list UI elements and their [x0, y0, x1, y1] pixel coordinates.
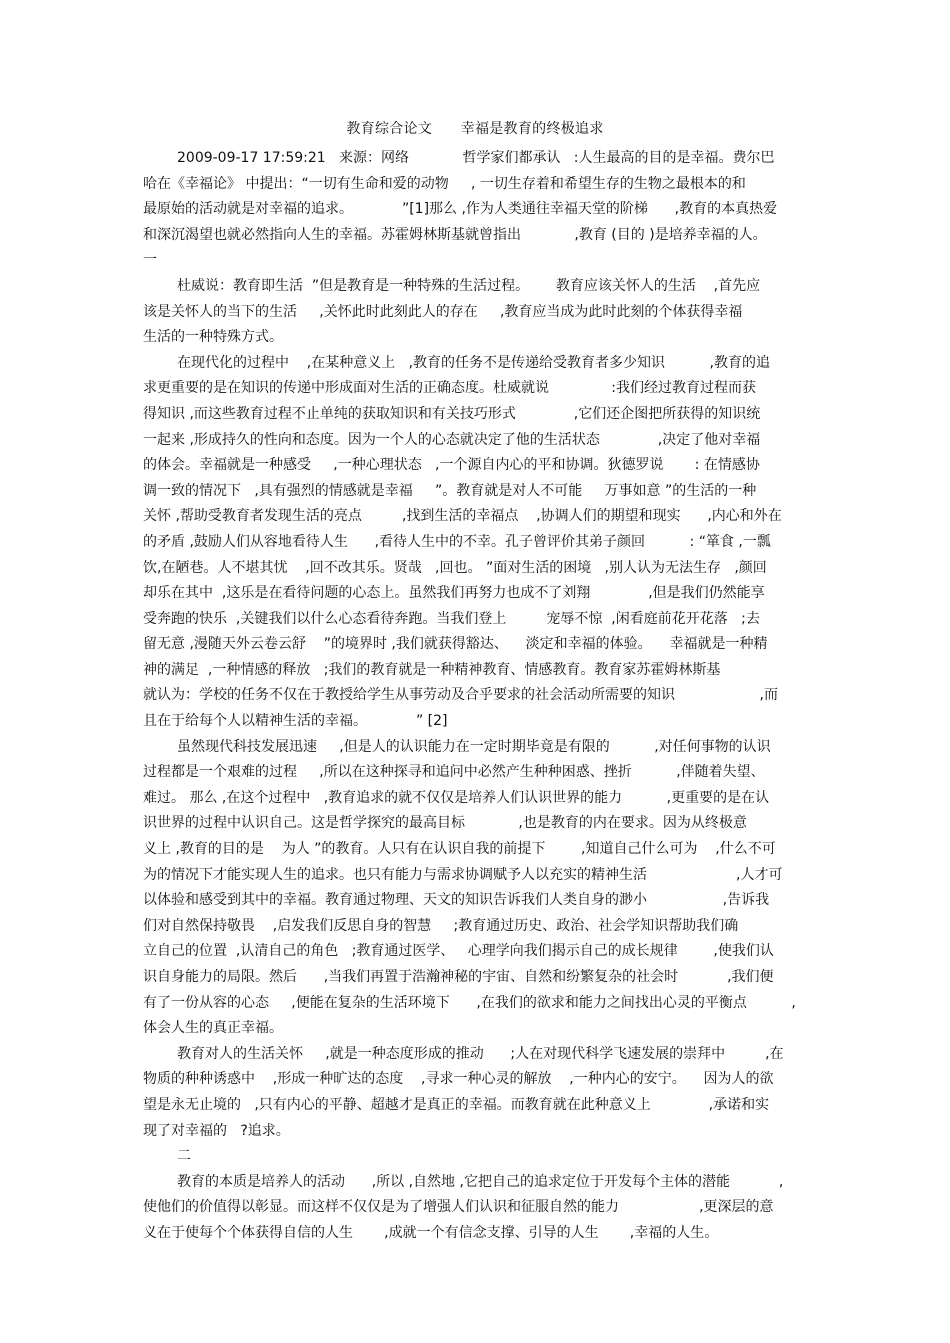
paragraph-line: 使他们的价值得以彰显。而这样不仅仅是为了增强人们认识和征服自然的能力 ,更深层的意 [143, 1199, 774, 1216]
paragraph-line: 识世界的过程中认识自己。这是哲学探究的最高目标 ,也是教育的内在要求。因为从终极意 [143, 815, 747, 832]
paragraph-line: 就认为：学校的任务不仅在于教授给学生从事劳动及合乎要求的社会活动所需要的知识 ,而 [143, 687, 779, 704]
paragraph-first-line: 教育对人的生活关怀 ,就是一种态度形成的推动 ;人在对现代科学飞速发展的崇拜中 ,在 [177, 1045, 784, 1062]
paragraph-line: 义在于使每个个体获得自信的人生 ,成就一个有信念支撑、引导的人生 ,幸福的人生。 [143, 1224, 719, 1241]
paragraph-line: 关怀 ,帮助受教育者发现生活的亮点 ,找到生活的幸福点 ,协调人们的期望和现实 ,内心和外在 [143, 508, 782, 525]
paragraph-line: 的矛盾 ,鼓励人们从容地看待人生 ,看待人生中的不幸。孔子曾评价其弟子颜回 : “箪食 ,一瓢 [143, 533, 771, 550]
paragraph-first-line: 虽然现代科技发展迅速 ,但是人的认识能力在一定时期毕竟是有限的 ,对任何事物的认识 [177, 738, 771, 755]
paragraph-line: 体会人生的真正幸福。 [143, 1020, 283, 1037]
paragraph-line: 识自身能力的局限。然后 ,当我们再置于浩瀚神秘的宇宙、自然和纷繁复杂的社会时 ,我们便 [143, 969, 774, 985]
paragraph-first-line: 2009-09-17 17:59:21 来源：网络 哲学家们都承认 :人生最高的目的是幸福。费尔巴 [177, 150, 775, 166]
paragraph-line: 的体会。幸福就是一种感受 ,一种心理状态 ,一个源自内心的平和协调。狄德罗说 : 在情感协 [143, 457, 760, 474]
paragraph-line: 一起来 ,形成持久的性向和态度。因为一个人的心态就决定了他的生活状态 ,决定了他对幸福 [143, 431, 761, 448]
paragraph-line: 留无意 ,漫随天外云卷云舒 ”的境界时 ,我们就获得豁达、 淡定和幸福的体验。 幸福就是一种精 [143, 636, 768, 653]
paragraph-line: 们对自然保持敬畏 ,启发我们反思自身的智慧 ;教育通过历史、政治、社会学知识帮助我们确 [143, 917, 739, 934]
paragraph-line: 以体验和感受到其中的幸福。教育通过物理、天文的知识告诉我们人类自身的渺小 ,告诉我 [143, 892, 770, 909]
paragraph-line: 饮,在陋巷。人不堪其忧 ,回不改其乐。贤哉 ,回也。 ”面对生活的困境 ,别人认为无法生存 ,颜回 [143, 559, 767, 576]
paragraph-line: 现了对幸福的 ?追求。 [143, 1122, 290, 1139]
paragraph-line: 受奔跑的快乐 ,关键我们以什么心态看待奔跑。当我们登上 宠辱不惊 ,闲看庭前花开花落 ;去 [143, 610, 760, 627]
paragraph-line: 物质的种种诱惑中 ,形成一种旷达的态度 ,寻求一种心灵的解放 ,一种内心的安宁。 因为人的欲 [143, 1071, 774, 1088]
paragraph-line: 得知识 ,而这些教育过程不止单纯的获取知识和有关技巧形式 ,它们还企图把所获得的知识统 [143, 405, 761, 422]
paragraph-line: 却乐在其中 ,这乐是在看待问题的心态上。虽然我们再努力也成不了刘翔 ,但是我们仍然能享 [143, 585, 765, 602]
paragraph-first-line: 教育的本质是培养人的活动 ,所以 ,自然地 ,它把自己的追求定位于开发每个主体的潜能 , [177, 1173, 784, 1190]
document-title: 教育综合论文 幸福是教育的终极追求 [346, 121, 604, 137]
paragraph-line: 神的满足 ,一种情感的释放 ;我们的教育就是一种精神教育、情感教育。教育家苏霍姆林斯基 [143, 661, 721, 678]
paragraph-line: 望是永无止境的 ,只有内心的平静、超越才是真正的幸福。而教育就在此种意义上 ,承诺和实 [143, 1096, 770, 1113]
paragraph-line: 立自己的位置 ,认清自己的角色 ;教育通过医学、 心理学向我们揭示自己的成长规律 ,使我们认 [143, 943, 774, 960]
paragraph-line: 生活的一种特殊方式。 [143, 329, 283, 346]
section-heading: 一 [143, 252, 157, 269]
paragraph-line: 该是关怀人的当下的生活 ,关怀此时此刻此人的存在 ,教育应当成为此时此刻的个体获得幸福 [143, 303, 743, 320]
paragraph-line: 哈在《幸福论》 中提出：“一切有生命和爱的动物 , 一切生存着和希望生存的生物之最根本的和 [143, 175, 746, 192]
paragraph-line: 过程都是一个艰难的过程 ,所以在这种探寻和追问中必然产生种种困惑、挫折 ,伴随着失望、 [143, 764, 765, 781]
paragraph-first-line: 杜威说：教育即生活 ”但是教育是一种特殊的生活过程。 教育应该关怀人的生活 ,首先应 [177, 277, 761, 294]
paragraph-first-line: 在现代化的过程中 ,在某种意义上 ,教育的任务不是传递给受教育者多少知识 ,教育的追 [177, 354, 771, 371]
section-heading: 二 [177, 1148, 191, 1165]
document-body [143, 146, 807, 1247]
paragraph-line: 最原始的活动就是对幸福的追求。 ”[1]那么 ,作为人类通往幸福天堂的阶梯 ,教育的本真热爱 [143, 201, 778, 218]
paragraph-line: 有了一份从容的心态 ,便能在复杂的生活环境下 ,在我们的欲求和能力之间找出心灵的平衡点 , [143, 994, 796, 1011]
paragraph-line: 义上 ,教育的目的是 为人 ”的教育。人只有在认识自我的前提下 ,知道自己什么可为 ,什么不可 [143, 841, 776, 858]
paragraph-line: 且在于给每个人以精神生活的幸福。 ” [2] [143, 713, 448, 730]
paragraph-line: 和深沉渴望也就必然指向人生的幸福。苏霍姆林斯基就曾指出 ,教育 (目的 )是培养幸福的人。 [143, 226, 767, 243]
paragraph-line: 求更重要的是在知识的传递中形成面对生活的正确态度。杜威就说 :我们经过教育过程而获 [143, 380, 757, 397]
paragraph-line: 为的情况下才能实现人生的追求。也只有能力与需求协调赋予人以充实的精神生活 ,人才可 [143, 866, 783, 883]
paragraph-line: 调一致的情况下 ,具有强烈的情感就是幸福 ”。教育就是对人不可能 万事如意 ”的生活的一种 [143, 482, 757, 499]
paragraph-line: 难过。 那么 ,在这个过程中 ,教育追求的就不仅仅是培养人们认识世界的能力 ,更重要的是在认 [143, 789, 770, 806]
